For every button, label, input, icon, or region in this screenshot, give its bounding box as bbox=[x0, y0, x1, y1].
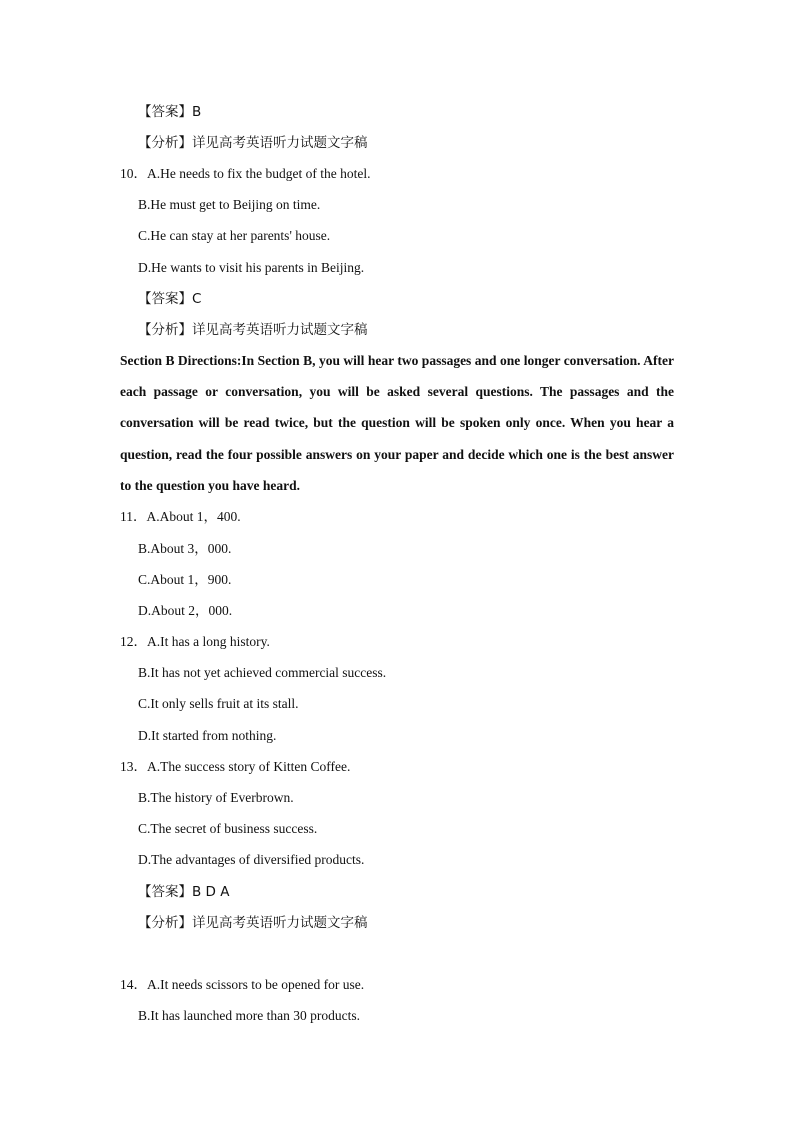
question-10-option-b: B.He must get to Beijing on time. bbox=[138, 197, 321, 212]
question-11-option-c: C.About 1，900. bbox=[138, 572, 232, 587]
question-11-option-a: 11．A.About 1，400. bbox=[120, 509, 241, 524]
question-10-option-c: C.He can stay at her parents' house. bbox=[138, 228, 331, 243]
question-10-option-d: D.He wants to visit his parents in Beijing. bbox=[138, 260, 365, 275]
section-b-directions: Section B Directions:In Section B, you will hear two passages and one longer conversation. After each passage or conversation, you will be asked several questions. The passages and the conversation will be read twice, but the question will be spoken only once. When you hear a question, read the four possible answers on your paper and decide which one is the best answer to the question you have heard. bbox=[120, 353, 674, 493]
question-10-option-a: 10．A.He needs to fix the budget of the hotel. bbox=[120, 166, 371, 181]
question-12-option-d: D.It started from nothing. bbox=[138, 728, 277, 743]
question-13-option-b: B.The history of Everbrown. bbox=[138, 790, 294, 805]
question-13-option-d: D.The advantages of diversified products. bbox=[138, 852, 365, 867]
answer-9: 【答案】B bbox=[138, 104, 202, 120]
question-13-option-a: 13．A.The success story of Kitten Coffee. bbox=[120, 759, 351, 774]
question-11-option-d: D.About 2，000. bbox=[138, 603, 233, 618]
question-14-option-b: B.It has launched more than 30 products. bbox=[138, 1008, 360, 1023]
analysis-10: 【分析】详见高考英语听力试题文字稿 bbox=[138, 322, 368, 338]
question-11-option-b: B.About 3，000. bbox=[138, 541, 232, 556]
question-13-option-c: C.The secret of business success. bbox=[138, 821, 318, 836]
answer-11-13: 【答案】B D A bbox=[138, 884, 230, 900]
analysis-9: 【分析】详见高考英语听力试题文字稿 bbox=[138, 135, 368, 151]
answer-10: 【答案】C bbox=[138, 291, 202, 307]
question-14-option-a: 14．A.It needs scissors to be opened for use. bbox=[120, 977, 365, 992]
analysis-11-13: 【分析】详见高考英语听力试题文字稿 bbox=[138, 915, 368, 931]
question-12-option-a: 12．A.It has a long history. bbox=[120, 634, 270, 649]
question-12-option-c: C.It only sells fruit at its stall. bbox=[138, 696, 299, 711]
question-12-option-b: B.It has not yet achieved commercial success. bbox=[138, 665, 387, 680]
